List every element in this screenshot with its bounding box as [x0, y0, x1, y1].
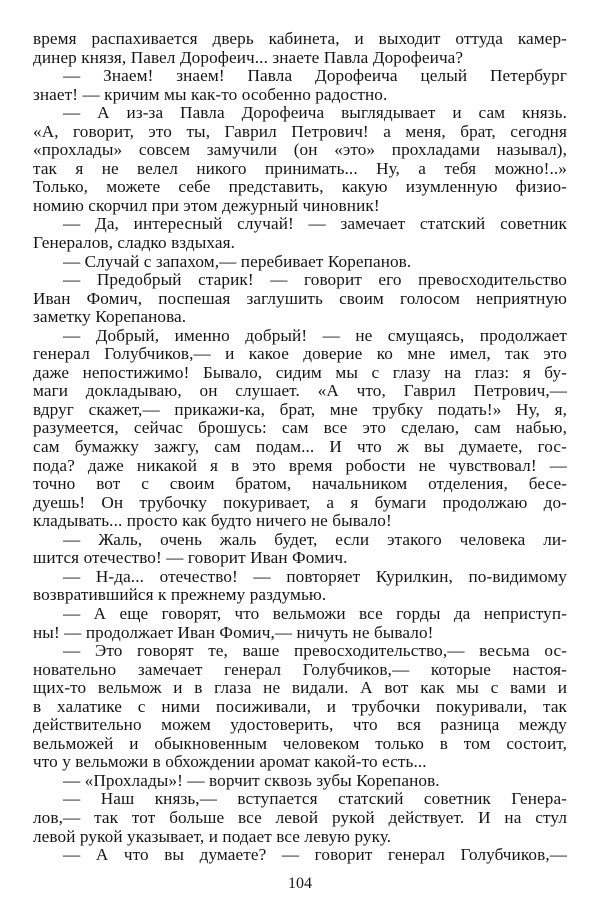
text-line: — Случай с запахом,— перебивает Корепанов.: [63, 251, 412, 271]
text-line: новательно замечает генерал Голубчиков,— которые настоя-: [33, 659, 567, 679]
text-line: шится отечество! — говорит Иван Фомич.: [33, 548, 348, 568]
text-line: «А, говорит, это ты, Гаврил Петрович! а меня, брат, сегодня: [33, 121, 567, 141]
text-line: — Да, интересный случай! — замечает статский советник: [63, 214, 567, 234]
text-line: — А что вы думаете? — говорит генерал Голубчиков,—: [63, 845, 567, 865]
text-line: — Наш князь,— вступается статский советник Генера-: [63, 789, 567, 809]
text-line: пода? даже никакой я в это время робости не чувствовал! —: [33, 455, 567, 475]
text-line: заметку Корепанова.: [33, 307, 187, 327]
text-line: Иван Фомич, поспешая заглушить своим голосом неприятную: [33, 288, 567, 308]
text-line: в халатике с ними посиживали, и трубочки покуривали, так: [33, 696, 567, 716]
text-line: — Н-да... отечество! — повторяет Курилкин, по-видимому: [63, 566, 567, 586]
text-line: лов,— так тот больше все левой рукой действует. И на стул: [33, 807, 567, 827]
text-line: что у вельможи в обхождении аромат какой-то есть...: [33, 752, 427, 772]
text-line: — Добрый, именно добрый! — не смущаясь, продолжает: [63, 325, 567, 345]
text-line: сам бумажку зажгу, сам подам... И что ж вы думаете, гос-: [33, 437, 567, 457]
text-line: время распахивается дверь кабинета, и выходит оттуда камер-: [33, 29, 567, 48]
text-line: знает! — кричим мы как-то особенно радостно.: [33, 84, 388, 104]
text-line: кладывать... просто как будто ничего не бывало!: [33, 511, 392, 531]
text-line: — Знаем! знаем! Павла Дорофеича целый Петербург: [63, 66, 567, 86]
text-line: действительно можем удостоверить, что вся разница между: [33, 715, 567, 735]
text-line: Только, можете себе представить, какую изумленную физио-: [33, 177, 567, 197]
text-line: даже непостижимо! Бывало, сидим мы с глазу на глаз: я бу-: [33, 362, 567, 382]
text-line: — Это говорят те, ваше превосходительство,— весьма ос-: [63, 641, 567, 661]
text-line: вдруг скажет,— прикажи-ка, брат, мне трубку подать!» Ну, я,: [33, 399, 567, 419]
text-line: возвратившийся к прежнему раздумью.: [33, 585, 327, 605]
page-number: 104: [288, 875, 312, 892]
text-line: — А еще говорят, что вельможи все горды да неприступ-: [63, 603, 567, 623]
text-line: маги докладываю, он слушает. «А что, Гаврил Петрович,—: [33, 381, 567, 401]
text-line: номию скорчил при этом дежурный чиновник!: [33, 195, 380, 215]
text-line: динер князя, Павел Дорофеич... знаете Павла Дорофеича?: [33, 47, 464, 67]
page-body: [33, 30, 567, 865]
text-line: Генералов, сладко вздыхая.: [33, 233, 235, 253]
text-line: ны! — продолжает Иван Фомич,— ничуть не бывало!: [33, 622, 434, 642]
text-line: вельможей и обыкновенным человеком только в том состоит,: [33, 733, 567, 753]
text-line: — «Прохлады»! — ворчит сквозь зубы Корепанов.: [63, 770, 440, 790]
text-line: — Предобрый старик! — говорит его превосходительство: [63, 270, 567, 290]
text-line: «прохлады» совсем замучили (он «это» прохладами называл),: [33, 140, 567, 160]
text-line: левой рукой указывает, и подает все левую руку.: [33, 826, 392, 846]
text-line: разумеется, сейчас брошусь: сам все это сделаю, сам набью,: [33, 418, 567, 438]
text-line: — А из-за Павла Дорофеича выглядывает и сам князь.: [63, 103, 567, 123]
text-line: точно вот с своим братом, начальником отделения, бесе-: [33, 474, 567, 494]
text-line: так я не велел никого принимать... Ну, а тебя можно!..»: [33, 158, 567, 178]
text-line: — Жаль, очень жаль будет, если этакого человека ли-: [63, 529, 567, 549]
text-line: генерал Голубчиков,— и какое доверие ко мне имел, так это: [33, 344, 567, 364]
text-line: дуешь! Он трубочку покуривает, а я бумаги продолжаю до-: [33, 492, 567, 512]
text-line: щих-то вельмож и в глаза не видали. А вот как мы с вами и: [33, 678, 567, 698]
